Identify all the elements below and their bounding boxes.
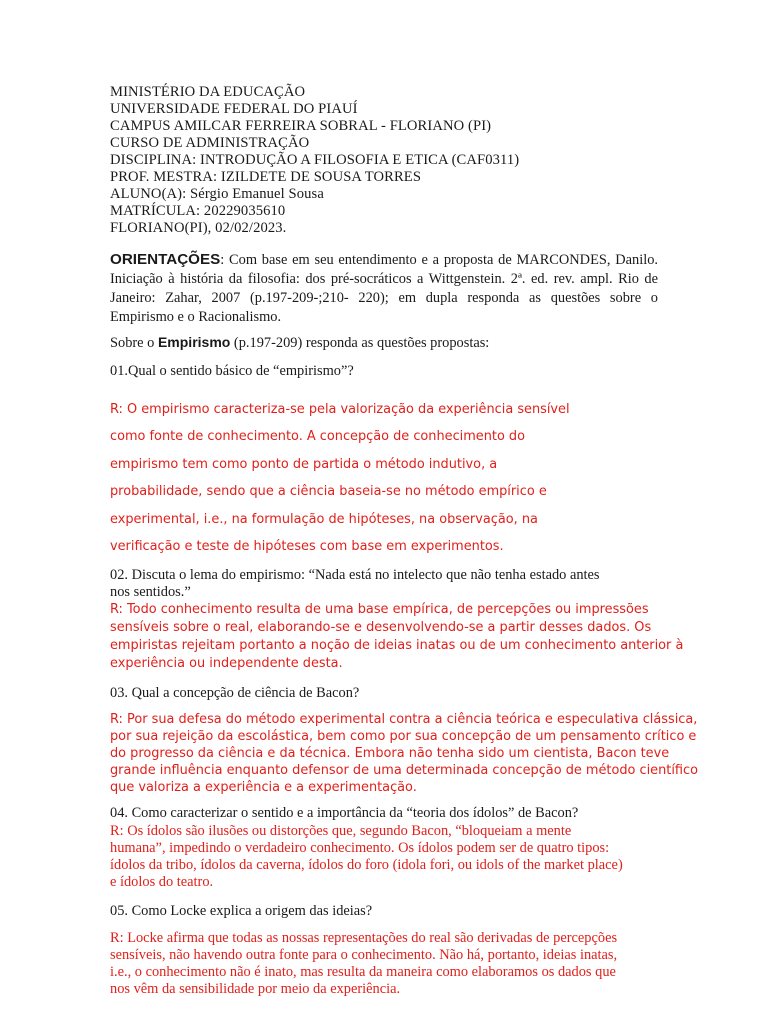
answer-3-line: R: Por sua defesa do método experimental contra a ciência teórica e especulativa clássica, [110,712,698,727]
answer-4-line: ídolos da tribo, ídolos da caverna, ídolos do foro (idola fori, ou idols of the market place) [110,857,623,873]
answer-4-line: humana”, impedindo o verdadeiro conhecimento. Os ídolos podem ser de quatro tipos: [110,840,610,856]
header-course: CURSO DE ADMINISTRAÇÃO [110,135,310,151]
answer-2-line: empiristas rejeitam portanto a noção de ideias inatas ou de um conhecimento anterior à [110,638,684,653]
section-topic: Empirismo [157,334,231,350]
question-2-line: nos sentidos.” [110,584,191,600]
answer-3-line: por sua rejeição da escolástica, bem como por sua concepção de um pensamento crítico e [110,729,697,744]
question-1: 01.Qual o sentido básico de “empirismo”? [110,363,354,379]
answer-5-line: i.e., o conhecimento não é inato, mas resulta da maneira como elaboramos os dados que [110,964,616,980]
answer-1-line: probabilidade, sendo que a ciência baseia-se no método empírico e [110,484,547,499]
answer-1-line: R: O empirismo caracteriza-se pela valorização da experiência sensível [110,402,570,417]
answer-2-line: sensíveis sobre o real, elaborando-se e desenvolvendo-se a partir desses dados. Os [110,620,652,635]
header-discipline: DISCIPLINA: INTRODUÇÃO A FILOSOFIA E ETICA (CAF0311) [110,152,520,168]
answer-5-line: sensíveis, não havendo outra fonte para o conhecimento. Não há, portanto, ideias inatas, [110,947,618,963]
header-campus: CAMPUS AMILCAR FERREIRA SOBRAL - FLORIANO (PI) [110,118,492,134]
header-ministry: MINISTÉRIO DA EDUCAÇÃO [110,84,306,100]
header-university: UNIVERSIDADE FEDERAL DO PIAUÍ [110,101,358,117]
answer-2-line: experiência ou independente desta. [110,656,343,671]
answer-3-line: grande influência enquanto defensor de uma determinada concepção de método científico [110,763,698,778]
orientations-label: ORIENTAÇÕES [110,251,221,268]
header-place-date: FLORIANO(PI), 02/02/2023. [110,220,287,236]
section-intro: Sobre o Empirismo (p.197-209) responda as questões propostas: [110,334,490,351]
answer-5-line: R: Locke afirma que todas as nossas representações do real são derivadas de percepções [110,930,618,946]
header-professor: PROF. MESTRA: IZILDETE DE SOUSA TORRES [110,169,422,185]
header-student: ALUNO(A): Sérgio Emanuel Sousa [110,186,324,202]
question-3: 03. Qual a concepção de ciência de Bacon? [110,685,360,701]
header-enrollment: MATRÍCULA: 20229035610 [110,203,286,219]
orientations-text: : Com base em seu entendimento e a proposta de MARCONDES, Danilo. Iniciação à história da filosofia: dos pré-socráticos a Wittgenstein. 2ª. ed. rev. ampl. Rio de Janeiro: Zahar, 2007 (p.197-209-;210- 220); em dupla responda as questões sobre o Empirismo e o Racionalismo. [110,252,658,325]
answer-3-line: do progresso da ciência e da técnica. Embora não tenha sido um cientista, Bacon teve [110,746,670,761]
answer-4-line: e ídolos do teatro. [110,874,214,890]
question-4: 04. Como caracterizar o sentido e a importância da “teoria dos ídolos” de Bacon? [110,805,579,821]
answer-1-line: empirismo tem como ponto de partida o método indutivo, a [110,457,498,472]
answer-4-line: R: Os ídolos são ilusões ou distorções que, segundo Bacon, “bloqueiam a mente [110,823,572,839]
answer-5-line: nos vêm da sensibilidade por meio da experiência. [110,981,401,997]
answer-3-line: que valoriza a experiência e a experimentação. [110,780,417,795]
answer-1-line: experimental, i.e., na formulação de hipóteses, na observação, na [110,512,538,527]
orientations-paragraph [110,250,658,327]
answer-1-line: verificação e teste de hipóteses com base em experimentos. [110,539,504,554]
answer-1-line: como fonte de conhecimento. A concepção de conhecimento do [110,429,526,444]
answer-2-line: R: Todo conhecimento resulta de uma base empírica, de percepções ou impressões [110,602,649,617]
question-5: 05. Como Locke explica a origem das ideias? [110,903,373,919]
question-2-line: 02. Discuta o lema do empirismo: “Nada está no intelecto que não tenha estado antes [110,567,600,583]
